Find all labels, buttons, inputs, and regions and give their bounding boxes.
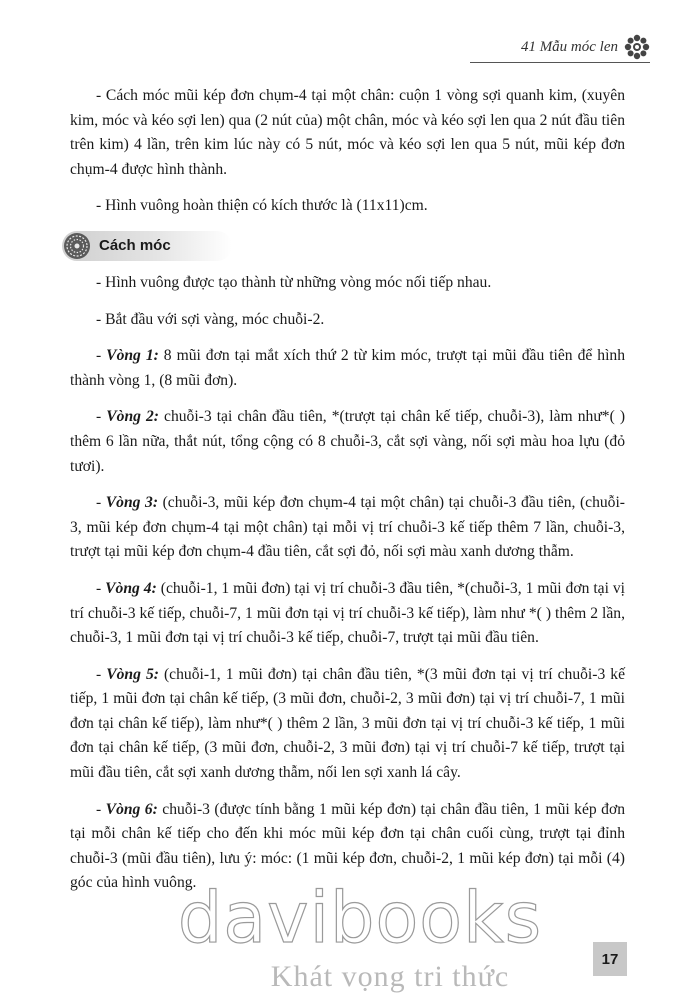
header-rule	[470, 62, 650, 63]
round-1-paragraph: - Vòng 1: 8 mũi đơn tại mắt xích thứ 2 từ kim móc, trượt tại mũi đầu tiên để hình thành vòng 1, (8 mũi đơn).	[70, 347, 625, 389]
watermark-tagline: Khát vọng tri thức	[270, 960, 510, 993]
intro-paragraph: - Hình vuông hoàn thiện có kích thước là (11x11)cm.	[96, 197, 428, 215]
round-text: (chuỗi-3, mũi kép đơn chụm-4 tại một chân) tại chuỗi-3 đầu tiên, (chuỗi-3, mũi kép đơn chụm-4 tại một chân) tại mỗi vị trí chuỗi-3 kế tiếp thêm 7 lần, chuỗi-3, trượt tại mũi kép đơn chụm-4 đầu tiên, cắt sợi đỏ, nối sợi màu xanh dương thẫm.	[70, 494, 625, 561]
round-text: 8 mũi đơn tại mắt xích thứ 2 từ kim móc, trượt tại mũi đầu tiên để hình thành vòng 1, (8 mũi đơn).	[70, 347, 625, 389]
round-label: Vòng 6:	[105, 800, 158, 818]
section-title: Cách móc	[99, 236, 171, 254]
round-4-paragraph: - Vòng 4: (chuỗi-1, 1 mũi đơn) tại vị trí chuỗi-3 đầu tiên, *(chuỗi-3, 1 mũi đơn tại vị trí chuỗi-3 kế tiếp, chuỗi-7, 1 mũi đơn tại vị trí chuỗi-3 kế tiếp), làm như *( ) thêm 2 lần, chuỗi-3, 1 mũi đơn tại vị trí chuỗi-3 kế tiếp, chuỗi-7, trượt tại mũi đầu tiên.	[70, 579, 626, 647]
round-2-paragraph: - Vòng 2: chuỗi-3 tại chân đầu tiên, *(trượt tại chân kế tiếp, chuỗi-3), làm như*( ) thêm 6 lần nữa, thắt nút, tổng cộng có 8 chuỗi-3, cắt sợi vàng, nối sợi màu hoa lựu (đỏ tươi).	[70, 408, 626, 475]
round-text: (chuỗi-1, 1 mũi đơn) tại chân đầu tiên, *(3 mũi đơn tại vị trí chuỗi-3 kế tiếp, 1 mũi đơn tại chân kế tiếp, (3 mũi đơn, chuỗi-2, 3 mũi đơn) tại vị trí chuỗi-7, 1 mũi đơn tại chân kế tiếp), làm như*( ) thêm 2 lần, 3 mũi đơn tại vị trí chuỗi-3 kế tiếp, 1 mũi đơn tại chân kế tiếp, (3 mũi đơn, chuỗi-2, 3 mũi đơn) tại vị trí chuỗi-7 kế tiếp, trượt tại mũi đầu tiên, cắt sợi xanh dương thẫm, nối len sợi xanh lá cây.	[70, 665, 626, 782]
page-body	[70, 84, 625, 908]
page-number: 17	[593, 942, 627, 976]
flower-ornament-icon	[624, 34, 650, 60]
running-header	[470, 30, 650, 64]
watermark-brand: davibooks	[177, 877, 543, 959]
round-3-paragraph: - Vòng 3: (chuỗi-3, mũi kép đơn chụm-4 tại một chân) tại chuỗi-3 đầu tiên, (chuỗi-3, mũi kép đơn chụm-4 tại một chân) tại mỗi vị trí chuỗi-3 kế tiếp thêm 7 lần, chuỗi-3, trượt tại mũi kép đơn chụm-4 đầu tiên, cắt sợi đỏ, nối sợi màu xanh dương thẫm.	[70, 494, 625, 561]
round-label: Vòng 1:	[106, 347, 159, 365]
round-label: Vòng 3:	[105, 494, 159, 512]
round-text: chuỗi-3 (được tính bằng 1 mũi kép đơn) tại chân đầu tiên, 1 mũi kép đơn tại mỗi chân kế tiếp cho đến khi móc mũi kép đơn tại chân cuối cùng, trượt tại đỉnh chuỗi-3 (mũi đầu tiên), lưu ý: móc: (1 mũi kép đơn, chuỗi-2, 1 mũi kép đơn) tại mỗi (4) góc của hình vuông.	[70, 800, 626, 892]
intro-paragraph: - Cách móc mũi kép đơn chụm-4 tại một chân: cuộn 1 vòng sợi quanh kim, (xuyên kim, móc và kéo sợi len) qua (2 nút của) một chân, móc và kéo sợi len qua 2 nút đầu tiên trên kim) 4 lần, trên kim lúc này có 5 nút, móc và kéo sợi len qua 5 nút, mũi kép đơn chụm-4 được hình thành.	[70, 87, 625, 178]
round-label: Vòng 5:	[106, 665, 159, 683]
book-title: 41 Mẫu móc len	[520, 38, 618, 55]
round-6-paragraph: - Vòng 6: chuỗi-3 (được tính bằng 1 mũi kép đơn) tại chân đầu tiên, 1 mũi kép đơn tại mỗi chân kế tiếp cho đến khi móc mũi kép đơn tại chân cuối cùng, trượt tại đỉnh chuỗi-3 (mũi đầu tiên), lưu ý: móc: (1 mũi kép đơn, chuỗi-2, 1 mũi kép đơn) tại mỗi (4) góc của hình vuông.	[70, 800, 626, 892]
instruction-step: - Bắt đầu với sợi vàng, móc chuỗi-2.	[96, 310, 325, 328]
round-text: chuỗi-3 tại chân đầu tiên, *(trượt tại chân kế tiếp, chuỗi-3), làm như*( ) thêm 6 lần nữa, thắt nút, tổng cộng có 8 chuỗi-3, cắt sợi vàng, nối sợi màu hoa lựu (đỏ tươi).	[70, 408, 626, 475]
round-label: Vòng 2:	[106, 408, 159, 426]
crochet-doily-icon	[63, 232, 91, 260]
round-label: Vòng 4:	[105, 579, 157, 597]
round-5-paragraph: - Vòng 5: (chuỗi-1, 1 mũi đơn) tại chân đầu tiên, *(3 mũi đơn tại vị trí chuỗi-3 kế tiếp, 1 mũi đơn tại chân kế tiếp, (3 mũi đơn, chuỗi-2, 3 mũi đơn) tại vị trí chuỗi-7, 1 mũi đơn tại chân kế tiếp), làm như*( ) thêm 2 lần, 3 mũi đơn tại vị trí chuỗi-3 kế tiếp, 1 mũi đơn tại chân kế tiếp, (3 mũi đơn, chuỗi-2, 3 mũi đơn) tại vị trí chuỗi-7 kế tiếp, trượt tại mũi đầu tiên, cắt sợi xanh dương thẫm, nối len sợi xanh lá cây.	[70, 665, 626, 782]
round-text: (chuỗi-1, 1 mũi đơn) tại vị trí chuỗi-3 đầu tiên, *(chuỗi-3, 1 mũi đơn tại vị trí chuỗi-3 kế tiếp, chuỗi-7, 1 mũi đơn tại vị trí chuỗi-3 kế tiếp), làm như *( ) thêm 2 lần, chuỗi-3, 1 mũi đơn tại vị trí chuỗi-3 kế tiếp, chuỗi-7, trượt tại mũi đầu tiên.	[70, 579, 626, 647]
instruction-step: - Hình vuông được tạo thành từ những vòng móc nối tiếp nhau.	[96, 273, 492, 291]
section-heading	[62, 231, 232, 261]
